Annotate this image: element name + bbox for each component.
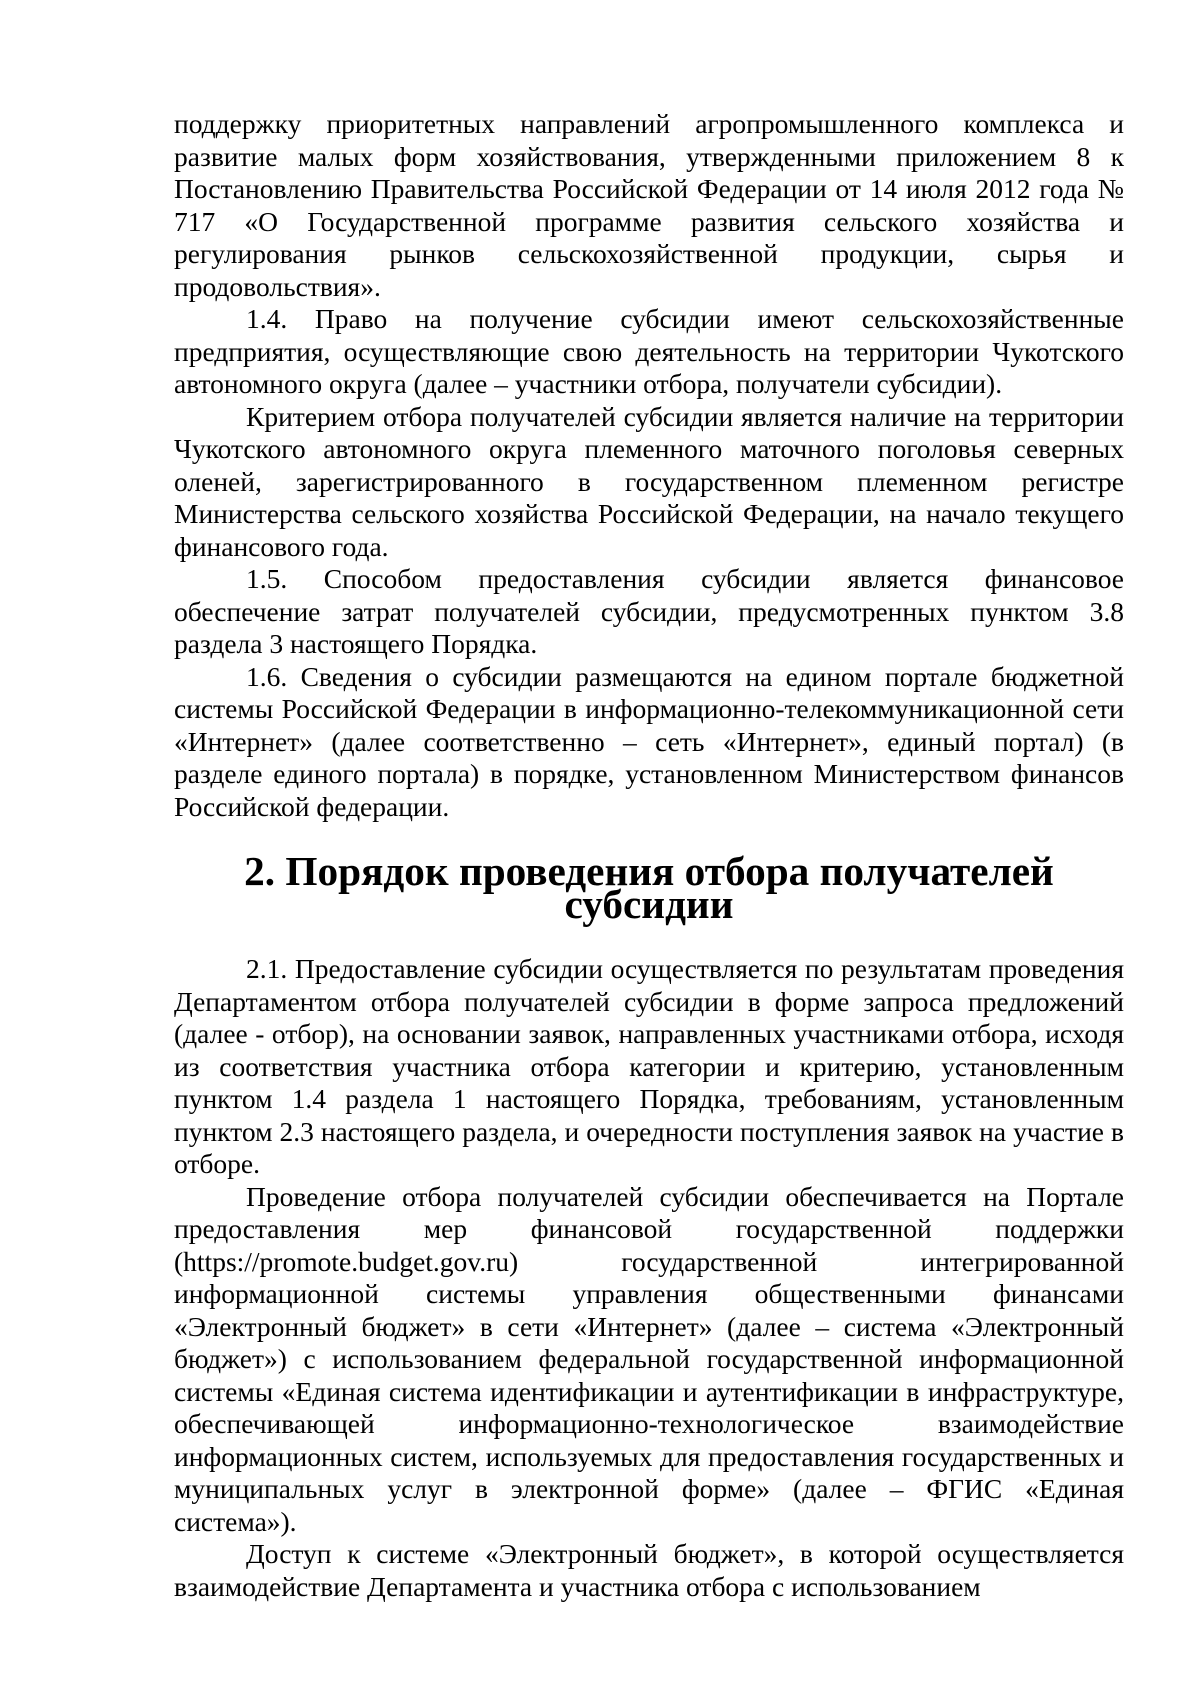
document-page (174, 108, 1124, 1603)
section-heading: 2. Порядок проведения отбора получателей субсидии (244, 848, 1054, 927)
paragraph-1-4: 1.4. Право на получение субсидии имеют сельскохозяйственные предприятия, осуществляющие свою деятельность на территории Чукотского автономного округа (далее – участники отбора, получатели субсидии). (174, 303, 1124, 399)
paragraph-criterion: Критерием отбора получателей субсидии является наличие на территории Чукотского автономного округа племенного маточного поголовья северных оленей, зарегистрированного в государственном племенном регистре Министерства сельского хозяйства Российской Федерации, на начало текущего финансового года. (174, 400, 1124, 562)
paragraph-continuation: поддержку приоритетных направлений агропромышленного комплекса и развитие малых форм хозяйствования, утвержденными приложением 8 к Постановлению Правительства Российской Федерации от 14 июля 2012 года № 717 «О Государственной программе развития сельского хозяйства и регулирования рынков сельскохозяйственной продукции, сырья и продовольствия». (174, 108, 1124, 302)
paragraph-portal: Проведение отбора получателей субсидии обеспечивается на Портале предоставления мер финансовой государственной поддержки (https://promote.budget.gov.ru) государственной интегрированной информационной системы управления общественными финансами «Электронный бюджет» в сети «Интернет» (далее – система «Электронный бюджет») с использованием федеральной государственной информационной системы «Единая система идентификации и аутентификации в инфраструктуре, обеспечивающей информационно-технологическое взаимодействие информационных систем, используемых для предоставления государственных и муниципальных услуг в электронной форме» (далее – ФГИС «Единая система»). (174, 1180, 1124, 1537)
paragraph-1-5: 1.5. Способом предоставления субсидии является финансовое обеспечение затрат получателей субсидии, предусмотренных пунктом 3.8 раздела 3 настоящего Порядка. (174, 563, 1124, 659)
paragraph-1-6: 1.6. Сведения о субсидии размещаются на едином портале бюджетной системы Российской Федерации в информационно-телекоммуникационной сети «Интернет» (далее соответственно – сеть «Интернет», единый портал) (в разделе единого портала) в порядке, установленном Министерством финансов Российской федерации. (174, 660, 1124, 822)
paragraph-2-1: 2.1. Предоставление субсидии осуществляется по результатам проведения Департаментом отбора получателей субсидии в форме запроса предложений (далее - отбор), на основании заявок, направленных участниками отбора, исходя из соответствия участника отбора категории и критерию, установленным пунктом 1.4 раздела 1 настоящего Порядка, требованиям, установленным пунктом 2.3 настоящего раздела, и очередности поступления заявок на участие в отборе. (174, 953, 1124, 1179)
paragraph-access: Доступ к системе «Электронный бюджет», в которой осуществляется взаимодействие Департамента и участника отбора с использованием (174, 1538, 1124, 1602)
